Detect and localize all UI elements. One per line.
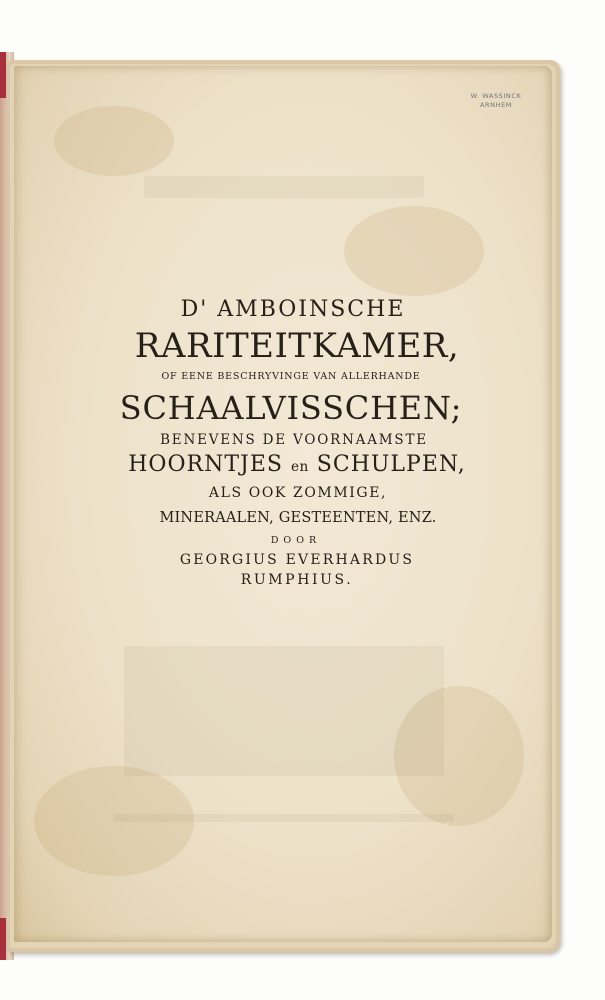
title-line-zommige: ALS OOK ZOMMIGE, bbox=[208, 485, 388, 501]
foxing-spot bbox=[54, 106, 174, 176]
title-line-amboinsche: D' AMBOINSCHE bbox=[180, 297, 406, 322]
reverse-show-through bbox=[124, 646, 444, 776]
title-word-en: en bbox=[290, 459, 309, 475]
foxing-spot bbox=[344, 206, 484, 296]
stamp-line: ARNHEM bbox=[479, 101, 513, 109]
title-line-hoorntjes bbox=[42, 450, 552, 482]
reverse-show-through bbox=[114, 814, 454, 822]
stamp-line: W. WASSINCK bbox=[470, 92, 522, 100]
title-line-mineraalen: MINERAALEN, GESTEENTEN, ENZ. bbox=[159, 510, 437, 526]
author-surname-line: RUMPHIUS. bbox=[240, 572, 354, 588]
title-line-door: DOOR bbox=[270, 535, 322, 546]
author-name-line: GEORGIUS EVERHARDUS bbox=[179, 552, 415, 568]
title-word-hoorntjes: HOORNTJES bbox=[128, 452, 291, 477]
title-word-schulpen: SCHULPEN, bbox=[308, 452, 466, 477]
title-line-schaalvisschen: SCHAALVISSCHEN; bbox=[119, 389, 463, 427]
title-line-beschryvinge: OF EENE BESCHRYVINGE VAN ALLERHANDE bbox=[161, 371, 421, 382]
title-line-benevens: BENEVENS DE VOORNAAMSTE bbox=[160, 432, 428, 448]
binding-red-edge-bottom bbox=[0, 918, 6, 960]
library-stamp bbox=[448, 92, 544, 120]
reverse-show-through bbox=[144, 176, 424, 198]
binding-red-edge-top bbox=[0, 52, 6, 98]
title-line-rariteitkamer: RARITEITKAMER, bbox=[134, 326, 460, 366]
title-text-block bbox=[14, 296, 552, 590]
